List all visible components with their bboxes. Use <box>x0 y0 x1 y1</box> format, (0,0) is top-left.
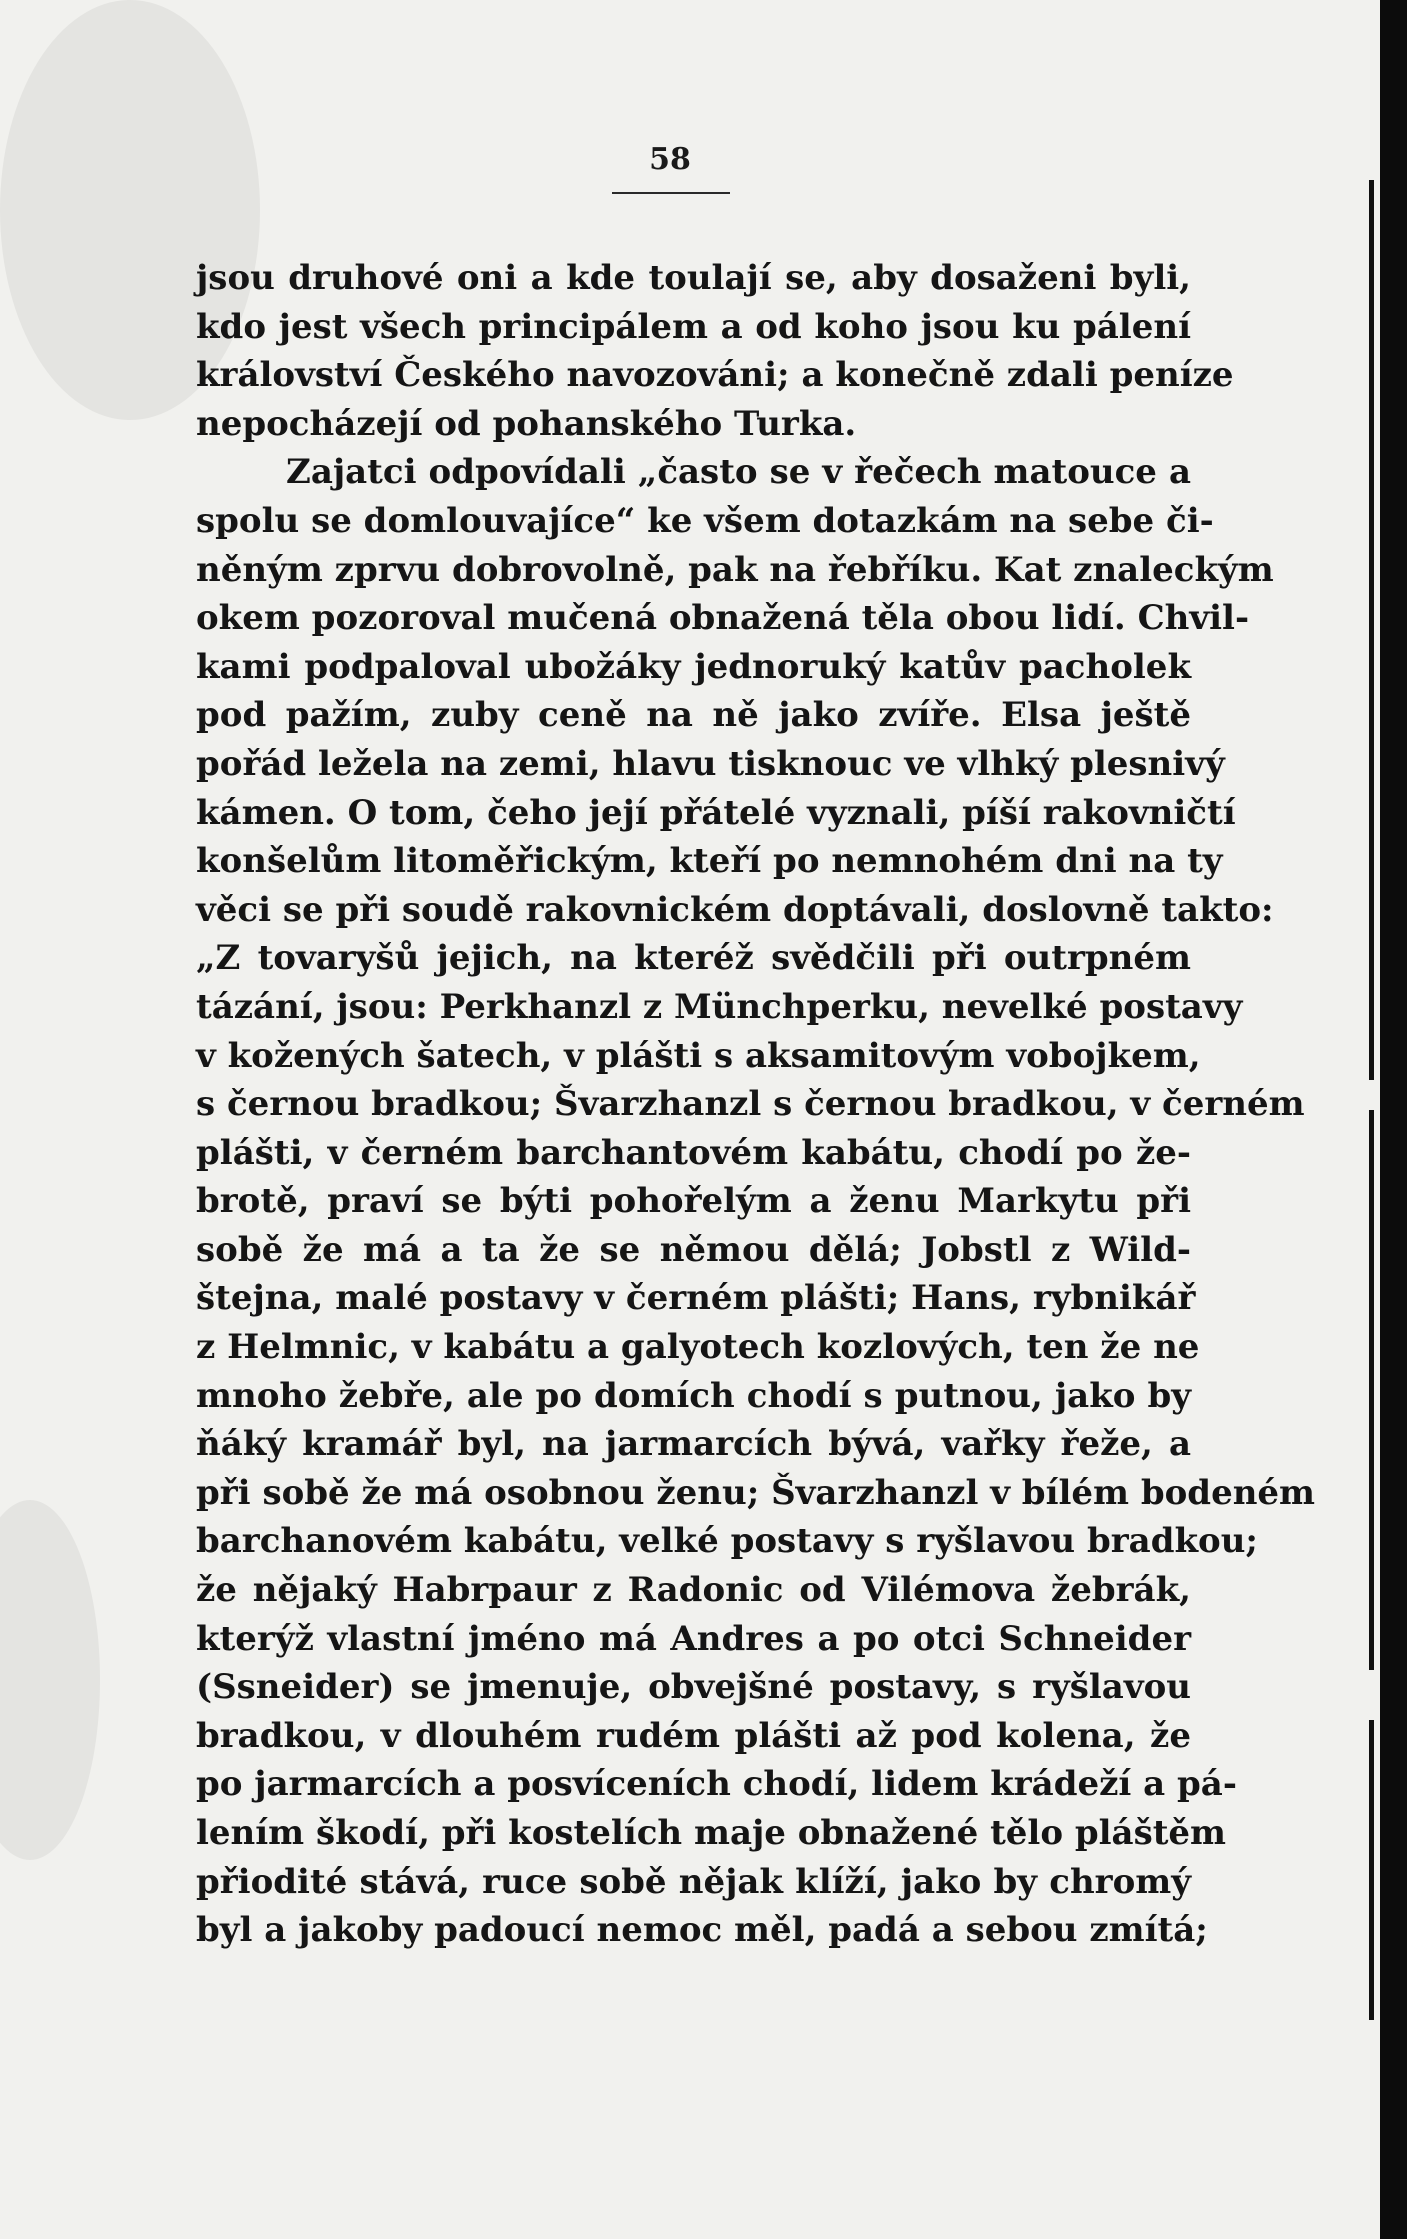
text-line: (Ssneider) se jmenuje, obvejšné postavy, s ryšlavou <box>196 1667 1191 1708</box>
text-line: z Helmnic, v kabátu a galyotech kozlových, ten že ne <box>196 1327 1200 1368</box>
text-line: pod pažím, zuby ceně na ně jako zvíře. Elsa ještě <box>196 695 1191 736</box>
text-line: jsou druhové oni a kde toulají se, aby dosaženi byli, <box>196 258 1191 298</box>
binding-edge-line <box>1369 180 1374 1080</box>
text-line: s černou bradkou; Švarzhanzl s černou bradkou, v černém <box>196 1084 1305 1125</box>
scan-border <box>1380 0 1407 2239</box>
text-line: království Českého navozováni; a konečně zdali peníze <box>196 355 1234 396</box>
paper-stain <box>0 1500 100 1860</box>
body-text <box>196 254 1316 1955</box>
text-line: věci se při soudě rakovnickém doptávali, doslovně takto: <box>196 889 1274 930</box>
page-number: 58 <box>649 142 691 177</box>
text-line: kdo jest všech principálem a od koho jsou ku pálení <box>196 306 1191 347</box>
text-line: konšelům litoměřickým, kteří po nemnohém dni na ty <box>196 841 1223 882</box>
text-line: přiodité stává, ruce sobě nějak klíží, jako by chromý <box>196 1861 1191 1902</box>
text-line: v kožených šatech, v plášti s aksamitovým vobojkem, <box>196 1035 1201 1076</box>
text-line: kterýž vlastní jméno má Andres a po otci Schneider <box>196 1618 1191 1659</box>
text-line: spolu se domlouvajíce“ ke všem dotazkám na sebe či- <box>196 500 1214 541</box>
text-line: sobě že má a ta že se němou dělá; Jobstl z Wild- <box>196 1229 1191 1270</box>
text-line: „Z tovaryšů jejich, na kteréž svědčili při outrpném <box>196 938 1191 979</box>
text-line: barchanovém kabátu, velké postavy s ryšlavou bradkou; <box>196 1521 1258 1562</box>
text-line: ňáký kramář byl, na jarmarcích bývá, vařky řeže, a <box>196 1424 1191 1465</box>
text-line: po jarmarcích a posvíceních chodí, lidem krádeží a pá- <box>196 1764 1237 1805</box>
text-line: okem pozoroval mučená obnažená těla obou lidí. Chvil- <box>196 598 1250 639</box>
text-line: že nějaký Habrpaur z Radonic od Vilémova žebrák, <box>196 1570 1191 1611</box>
text-line: nepocházejí od pohanského Turka. <box>196 403 857 444</box>
text-line: něným zprvu dobrovolně, pak na řebříku. Kat znaleckým <box>196 549 1274 590</box>
text-line: bradkou, v dlouhém rudém plášti až pod kolena, že <box>196 1715 1191 1756</box>
text-line: kami podpaloval ubožáky jednoruký katův pacholek <box>196 646 1191 687</box>
text-line: Zajatci odpovídali „často se v řečech matouce a <box>286 452 1191 493</box>
text-line: kámen. O tom, čeho její přátelé vyznali, píší rakovničtí <box>196 792 1236 833</box>
text-line: brotě, praví se býti pohořelým a ženu Markytu při <box>196 1181 1191 1222</box>
binding-edge-line <box>1369 1720 1374 2020</box>
binding-edge-line <box>1369 1110 1374 1670</box>
text-line: při sobě že má osobnou ženu; Švarzhanzl v bílém bodeném <box>196 1472 1316 1513</box>
text-line: mnoho žebře, ale po domích chodí s putnou, jako by <box>196 1375 1191 1416</box>
text-line: tázání, jsou: Perkhanzl z Münchperku, nevelké postavy <box>196 986 1243 1027</box>
text-line: štejna, malé postavy v černém plášti; Hans, rybnikář <box>196 1278 1196 1319</box>
text-line: byl a jakoby padoucí nemoc měl, padá a sebou zmítá; <box>196 1910 1208 1951</box>
text-line: plášti, v černém barchantovém kabátu, chodí po že- <box>196 1132 1191 1173</box>
text-line: pořád ležela na zemi, hlavu tisknouc ve vlhký plesnivý <box>196 743 1225 784</box>
page-number-underline <box>612 192 730 194</box>
text-line: lením škodí, při kostelích maje obnažené tělo pláštěm <box>196 1813 1227 1853</box>
